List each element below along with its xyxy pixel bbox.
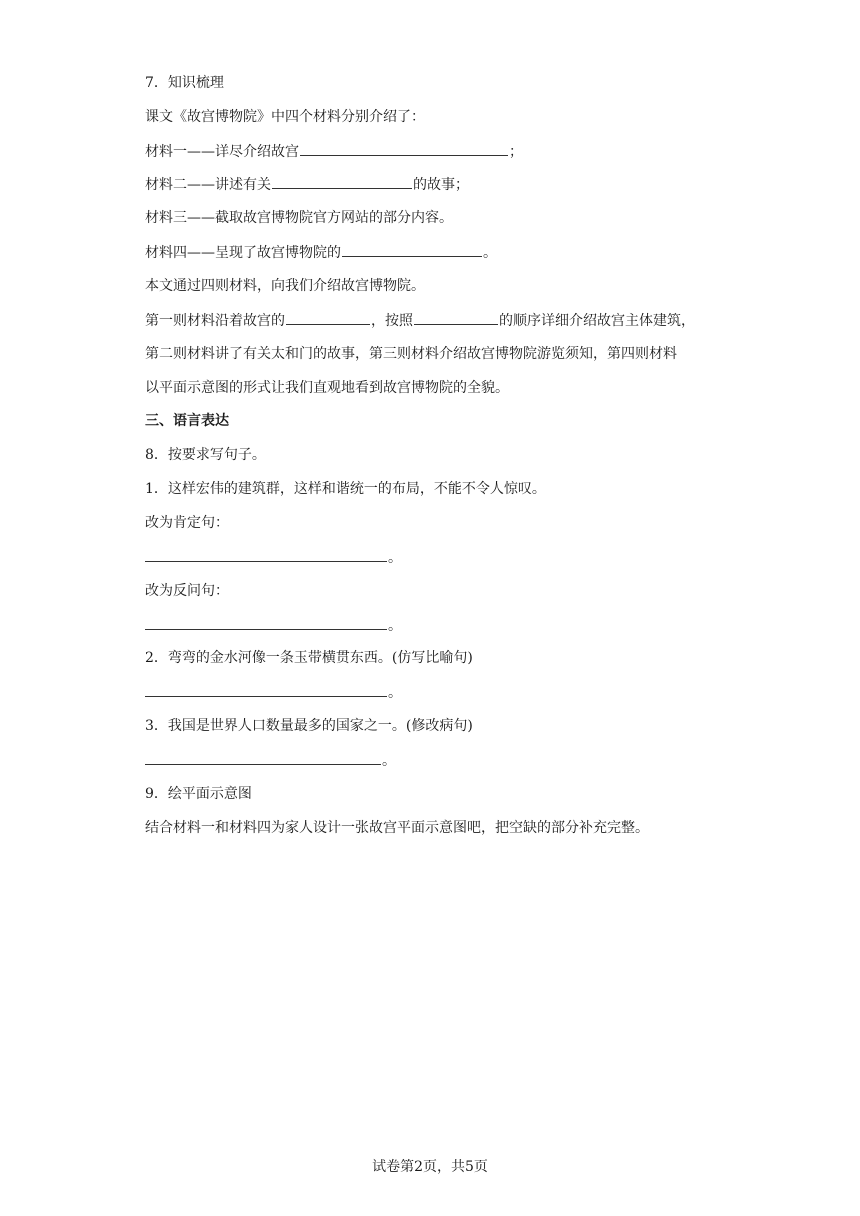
answer-blank-rhetorical[interactable] bbox=[145, 615, 387, 630]
q8-sentence-3: 3．我国是世界人口数量最多的国家之一。(修改病句) bbox=[145, 718, 473, 734]
q7-title: 7．知识梳理 bbox=[145, 75, 224, 91]
paragraph-text-b: ，按照 bbox=[371, 313, 413, 329]
material-4-line bbox=[145, 242, 497, 263]
q8-affirmative-answer bbox=[145, 547, 402, 568]
q7-summary: 本文通过四则材料，向我们介绍故宫博物院。 bbox=[145, 278, 425, 294]
q9-title: 9．绘平面示意图 bbox=[145, 786, 252, 802]
q7-paragraph-line-3: 以平面示意图的形式让我们直观地看到故宫博物院的全貌。 bbox=[145, 380, 509, 396]
material-4-text: 材料四——呈现了故宫博物院的 bbox=[145, 245, 341, 261]
material-2-end: 的故事； bbox=[413, 177, 469, 193]
q8-correction-answer bbox=[145, 750, 396, 771]
material-2-text: 材料二——讲述有关 bbox=[145, 177, 271, 193]
section-heading: 三、语言表达 bbox=[145, 413, 229, 429]
end-mark: 。 bbox=[382, 753, 396, 769]
answer-blank-material-4[interactable] bbox=[342, 242, 482, 257]
q7-paragraph-line-1 bbox=[145, 310, 695, 331]
material-4-end: 。 bbox=[483, 245, 497, 261]
end-mark: 。 bbox=[388, 685, 402, 701]
q8-sentence-2: 2．弯弯的金水河像一条玉带横贯东西。(仿写比喻句) bbox=[145, 650, 473, 666]
answer-blank-correction[interactable] bbox=[145, 750, 381, 765]
answer-blank-affirmative[interactable] bbox=[145, 547, 387, 562]
q8-affirmative-label: 改为肯定句： bbox=[145, 515, 229, 531]
q8-metaphor-answer bbox=[145, 682, 402, 703]
paragraph-text-c: 的顺序详细介绍故宫主体建筑， bbox=[499, 313, 695, 329]
q8-sentence-1: 1．这样宏伟的建筑群，这样和谐统一的布局，不能不令人惊叹。 bbox=[145, 481, 546, 497]
q8-title: 8．按要求写句子。 bbox=[145, 447, 266, 463]
q7-paragraph-line-2: 第二则材料讲了有关太和门的故事，第三则材料介绍故宫博物院游览须知，第四则材料 bbox=[145, 346, 677, 362]
material-3-line: 材料三——截取故宫博物院官方网站的部分内容。 bbox=[145, 210, 453, 226]
page-footer: 试卷第2页，共5页 bbox=[372, 1159, 488, 1175]
material-1-line bbox=[145, 141, 523, 162]
answer-blank-material-1[interactable] bbox=[300, 141, 508, 156]
material-1-end: ； bbox=[509, 144, 523, 160]
paragraph-text-a: 第一则材料沿着故宫的 bbox=[145, 313, 285, 329]
q7-intro: 课文《故宫博物院》中四个材料分别介绍了： bbox=[145, 109, 425, 125]
answer-blank-material-2[interactable] bbox=[272, 174, 412, 189]
q8-rhetorical-answer bbox=[145, 615, 402, 636]
material-2-line bbox=[145, 174, 469, 195]
answer-blank-metaphor[interactable] bbox=[145, 682, 387, 697]
answer-blank-order-place[interactable] bbox=[286, 310, 370, 325]
material-1-text: 材料一——详尽介绍故宫 bbox=[145, 144, 299, 160]
q8-rhetorical-label: 改为反问句： bbox=[145, 583, 229, 599]
end-mark: 。 bbox=[388, 550, 402, 566]
q9-text: 结合材料一和材料四为家人设计一张故宫平面示意图吧，把空缺的部分补充完整。 bbox=[145, 820, 649, 836]
end-mark: 。 bbox=[388, 618, 402, 634]
answer-blank-order-type[interactable] bbox=[414, 310, 498, 325]
